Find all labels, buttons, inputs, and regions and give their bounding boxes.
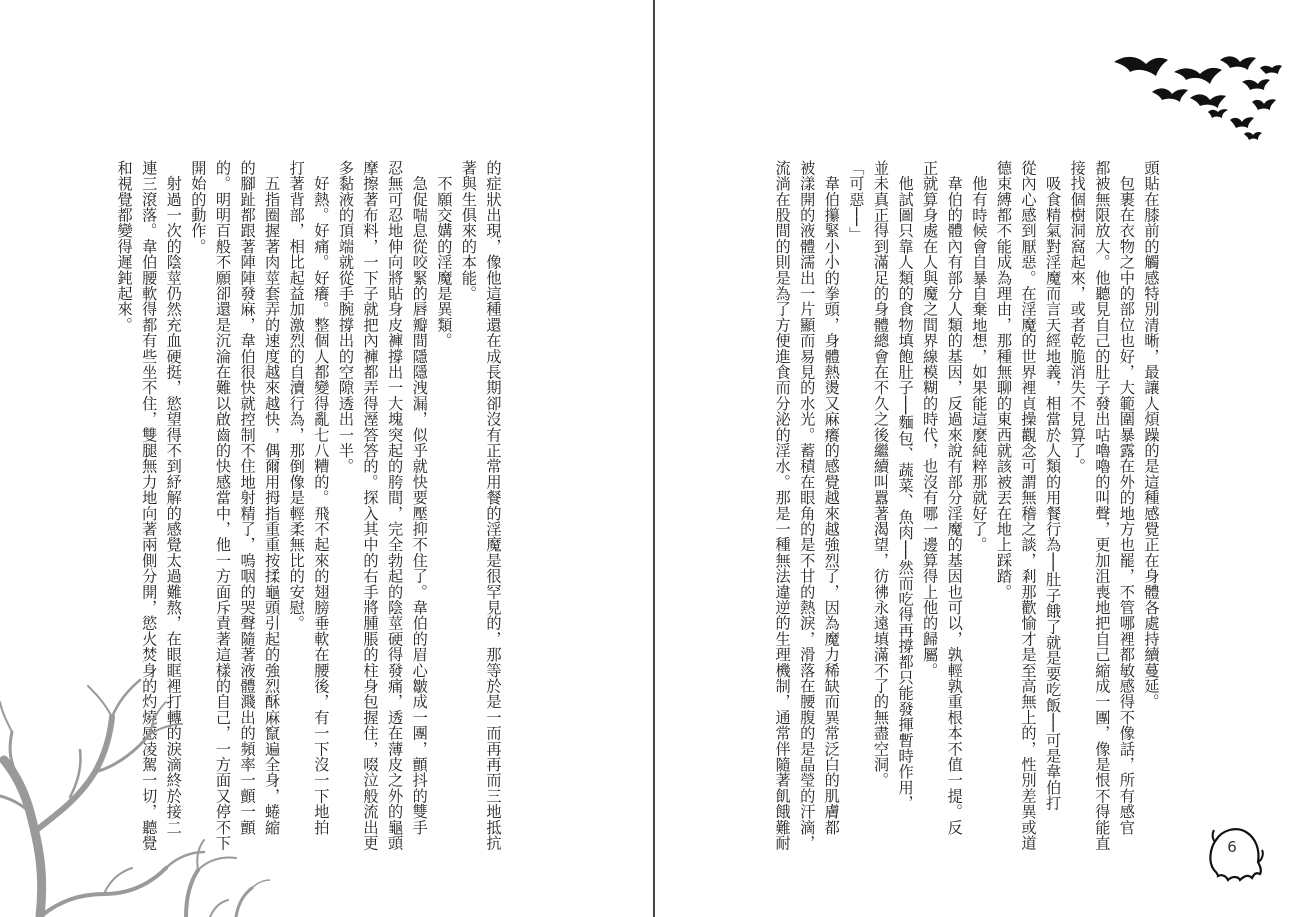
paragraph: 都被無限放大。他聽見自己的肚子發出咕嚕嚕的叫聲，更加沮喪地把自己縮成一團，像是恨不得能直	[1093, 160, 1112, 851]
paragraph: 包裹在衣物之中的部位也好，大範圍暴露在外的地方也罷，不管哪裡都敏感得不像話，所有感官	[1117, 160, 1136, 836]
paragraph: 的症狀出現，像他這種還在成長期卻沒有正常用餐的淫魔是很罕見的，那等於是一而再再而三地抵抗	[484, 160, 503, 851]
paragraph: 的腳趾都跟著陣陣發麻，韋伯很快就控制不住地射精了，嗚咽的哭聲隨著液體濺出的頻率一顫一顫	[238, 160, 257, 836]
paragraph: 從內心感到厭惡。在淫魔的世界裡貞操觀念可謂無稽之談，剎那歡愉才是至高無上的，性別差異或道	[1019, 160, 1038, 851]
dead-tree-icon	[0, 672, 270, 917]
page-gutter	[653, 0, 655, 917]
paragraph: 好熱。好痛。好癢。整個人都變得亂七八糟的。飛不起來的翅膀垂軟在腰後，有一下沒一下地拍	[312, 160, 331, 836]
paragraph: 流淌在股間的則是為了方便進食而分泌的淫水。那是一種無法違逆的生理機制，通常伴隨著飢餓難耐	[773, 160, 792, 851]
paragraph: 多黏液的頂端就從手腕撐出的空隙透出一半。	[336, 160, 355, 474]
paragraph: 並未真正得到滿足的身體總會在不久之後繼續叫囂著渴望，彷彿永遠填滿不了的無盡空洞。	[871, 160, 890, 788]
paragraph: 德束縛都不能成為理由，那種無聊的東西就該被丟在地上踩踏。	[994, 160, 1013, 600]
bats-icon	[1112, 42, 1287, 147]
paragraph: 不願交媾的淫魔是異類。	[435, 160, 454, 349]
paragraph: 頭貼在膝前的觸感特別清晰，最讓人煩躁的是這種感覺正在身體各處持續蔓延。	[1142, 160, 1161, 710]
paragraph: 「可惡──」	[847, 160, 866, 243]
paragraph: 正就算身處在人與魔之間界線模糊的時代，也沒有哪一邊算得上他的歸屬。	[921, 160, 940, 679]
paragraph: 忍無可忍地伸向將貼身皮褲撐出一大塊突起的胯間，完全勃起的陰莖硬得發痛，透在薄皮之外的龜頭	[386, 160, 405, 851]
paragraph: 射過一次的陰莖仍然充血硬挺，慾望得不到紓解的感覺太過難熬，在眼眶裡打轉的淚滴終於接二	[164, 160, 183, 836]
paragraph: 急促喘息從咬緊的唇瓣間隱隱洩漏，似乎就快要壓抑不住了。韋伯的眉心皺成一團，顫抖的雙手	[410, 160, 429, 836]
paragraph: 接找個樹洞窩起來，或者乾脆消失不見算了。	[1068, 160, 1087, 474]
paragraph: 五指圈握著肉莖套弄的速度越來越快，偶爾用拇指重重按揉龜頭引起的強烈酥麻竄遍全身，蜷縮	[263, 160, 282, 836]
paragraph: 連三滾落。韋伯腰軟得都有些坐不住，雙腿無力地向著兩側分開，慾火焚身的灼燒感凌駕一切，聽覺	[140, 160, 159, 851]
paragraph: 摩擦著布料，一下子就把內褲都弄得溼答答的。探入其中的右手將腫脹的柱身包握住，啜泣般流出更	[361, 160, 380, 851]
paragraph: 開始的動作。	[189, 160, 208, 255]
right-page-text	[770, 160, 1164, 850]
paragraph: 吸食精氣對淫魔而言天經地義，相當於人類的用餐行為──肚子餓了就是要吃飯──可是韋伯打	[1044, 160, 1063, 811]
paragraph: 和視覺都變得遲鈍起來。	[115, 160, 134, 333]
paragraph: 韋伯的體內有部分人類的基因，反過來說有部分淫魔的基因也可以，孰輕孰重根本不值一提。反	[945, 160, 964, 836]
paragraph: 韋伯攥緊小小的拳頭，身體熱燙又麻癢的感覺越來越強烈了，因為魔力稀缺而異常泛白的肌膚都	[822, 160, 841, 836]
paragraph: 著與生俱來的本能。	[459, 160, 478, 302]
paragraph: 打著背部，相比起益加激烈的自瀆行為，那倒像是輕柔無比的安慰。	[287, 160, 306, 631]
paragraph: 的。明明百般不願卻還是沉淪在難以啟齒的快感當中，他一方面斥責著這樣的自己，一方面又停不下	[213, 160, 232, 851]
paragraph: 被漾開的液體濡出一片顯而易見的水光。蓄積在眼角的是不甘的熱淚，滑落在腰腹的是晶瑩的汗滴，	[798, 160, 817, 851]
paragraph: 他有時候會自暴自棄地想，如果能這麼純粹那就好了。	[970, 160, 989, 553]
page-number: 6	[1227, 838, 1237, 856]
paragraph: 他試圖只靠人類的食物填飽肚子──麵包、蔬菜、魚肉──然而吃得再撐都只能發揮暫時作用，	[896, 160, 915, 811]
